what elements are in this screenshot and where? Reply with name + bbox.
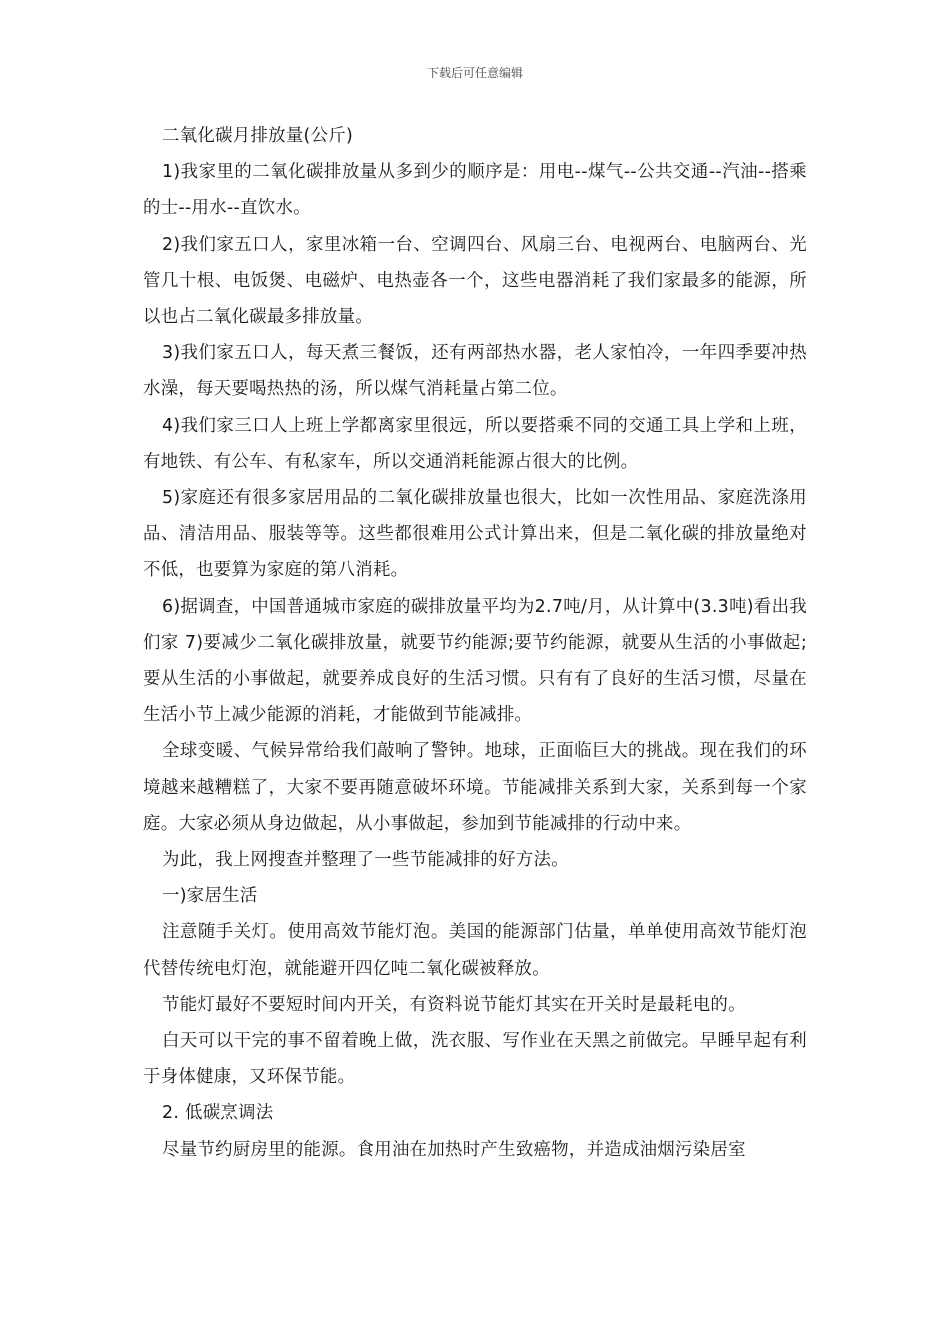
section-heading: 2. 低碳烹调法 [162, 1103, 274, 1124]
paragraph: 5)家庭还有很多家居用品的二氧化碳排放量也很大，比如一次性用品、家庭洗涤用品、清洁用品、服装等等。这些都很难用公式计算出来，但是二氧化碳的排放量绝对不低，也要算为家庭的第八消耗。 [143, 488, 807, 581]
document-body [143, 118, 807, 1168]
paragraph: 注意随手关灯。使用高效节能灯泡。美国的能源部门估量，单单使用高效节能灯泡代替传统电灯泡，就能避开四亿吨二氧化碳被释放。 [143, 922, 807, 979]
paragraph-title: 二氧化碳月排放量(公斤) [162, 126, 354, 146]
paragraph: 节能灯最好不要短时间内开关，有资料说节能灯其实在开关时是最耗电的。 [162, 994, 746, 1015]
paragraph: 4)我们家三口人上班上学都离家里很远，所以要搭乘不同的交通工具上学和上班，有地铁、有公车、有私家车，所以交通消耗能源占很大的比例。 [143, 415, 807, 472]
section-heading: 一)家居生活 [162, 886, 258, 907]
paragraph: 为此，我上网搜查并整理了一些节能减排的好方法。 [162, 850, 569, 871]
paragraph: 尽量节约厨房里的能源。食用油在加热时产生致癌物，并造成油烟污染居室 [162, 1139, 746, 1160]
paragraph: 1)我家里的二氧化碳排放量从多到少的顺序是：用电--煤气--公共交通--汽油--搭乘的士--用水--直饮水。 [143, 162, 807, 219]
paragraph: 3)我们家五口人，每天煮三餐饭，还有两部热水器，老人家怕冷，一年四季要冲热水澡，每天要喝热热的汤，所以煤气消耗量占第二位。 [143, 343, 807, 400]
paragraph: 6)据调查，中国普通城市家庭的碳排放量平均为2.7吨/月，从计算中(3.3吨)看出我们家 7)要减少二氧化碳排放量，就要节约能源;要节约能源，就要从生活的小事做起;要从生活的小事做起，就要养成良好的生活习惯。只有有了良好的生活习惯，尽量在生活小节上减少能源的消耗，才能做到节能减排。 [143, 596, 807, 726]
paragraph: 全球变暖、气候异常给我们敲响了警钟。地球，正面临巨大的挑战。现在我们的环境越来越糟糕了，大家不要再随意破坏环境。节能减排关系到大家，关系到每一个家庭。大家必须从身边做起，从小事做起，参加到节能减排的行动中来。 [143, 741, 807, 834]
paragraph: 2)我们家五口人，家里冰箱一台、空调四台、风扇三台、电视两台、电脑两台、光管几十根、电饭煲、电磁炉、电热壶各一个，这些电器消耗了我们家最多的能源，所以也占二氧化碳最多排放量。 [143, 234, 807, 328]
page-header: 下载后可任意编辑 [426, 66, 523, 80]
paragraph: 白天可以干完的事不留着晚上做，洗衣服、写作业在天黑之前做完。早睡早起有利于身体健康，又环保节能。 [143, 1031, 807, 1088]
